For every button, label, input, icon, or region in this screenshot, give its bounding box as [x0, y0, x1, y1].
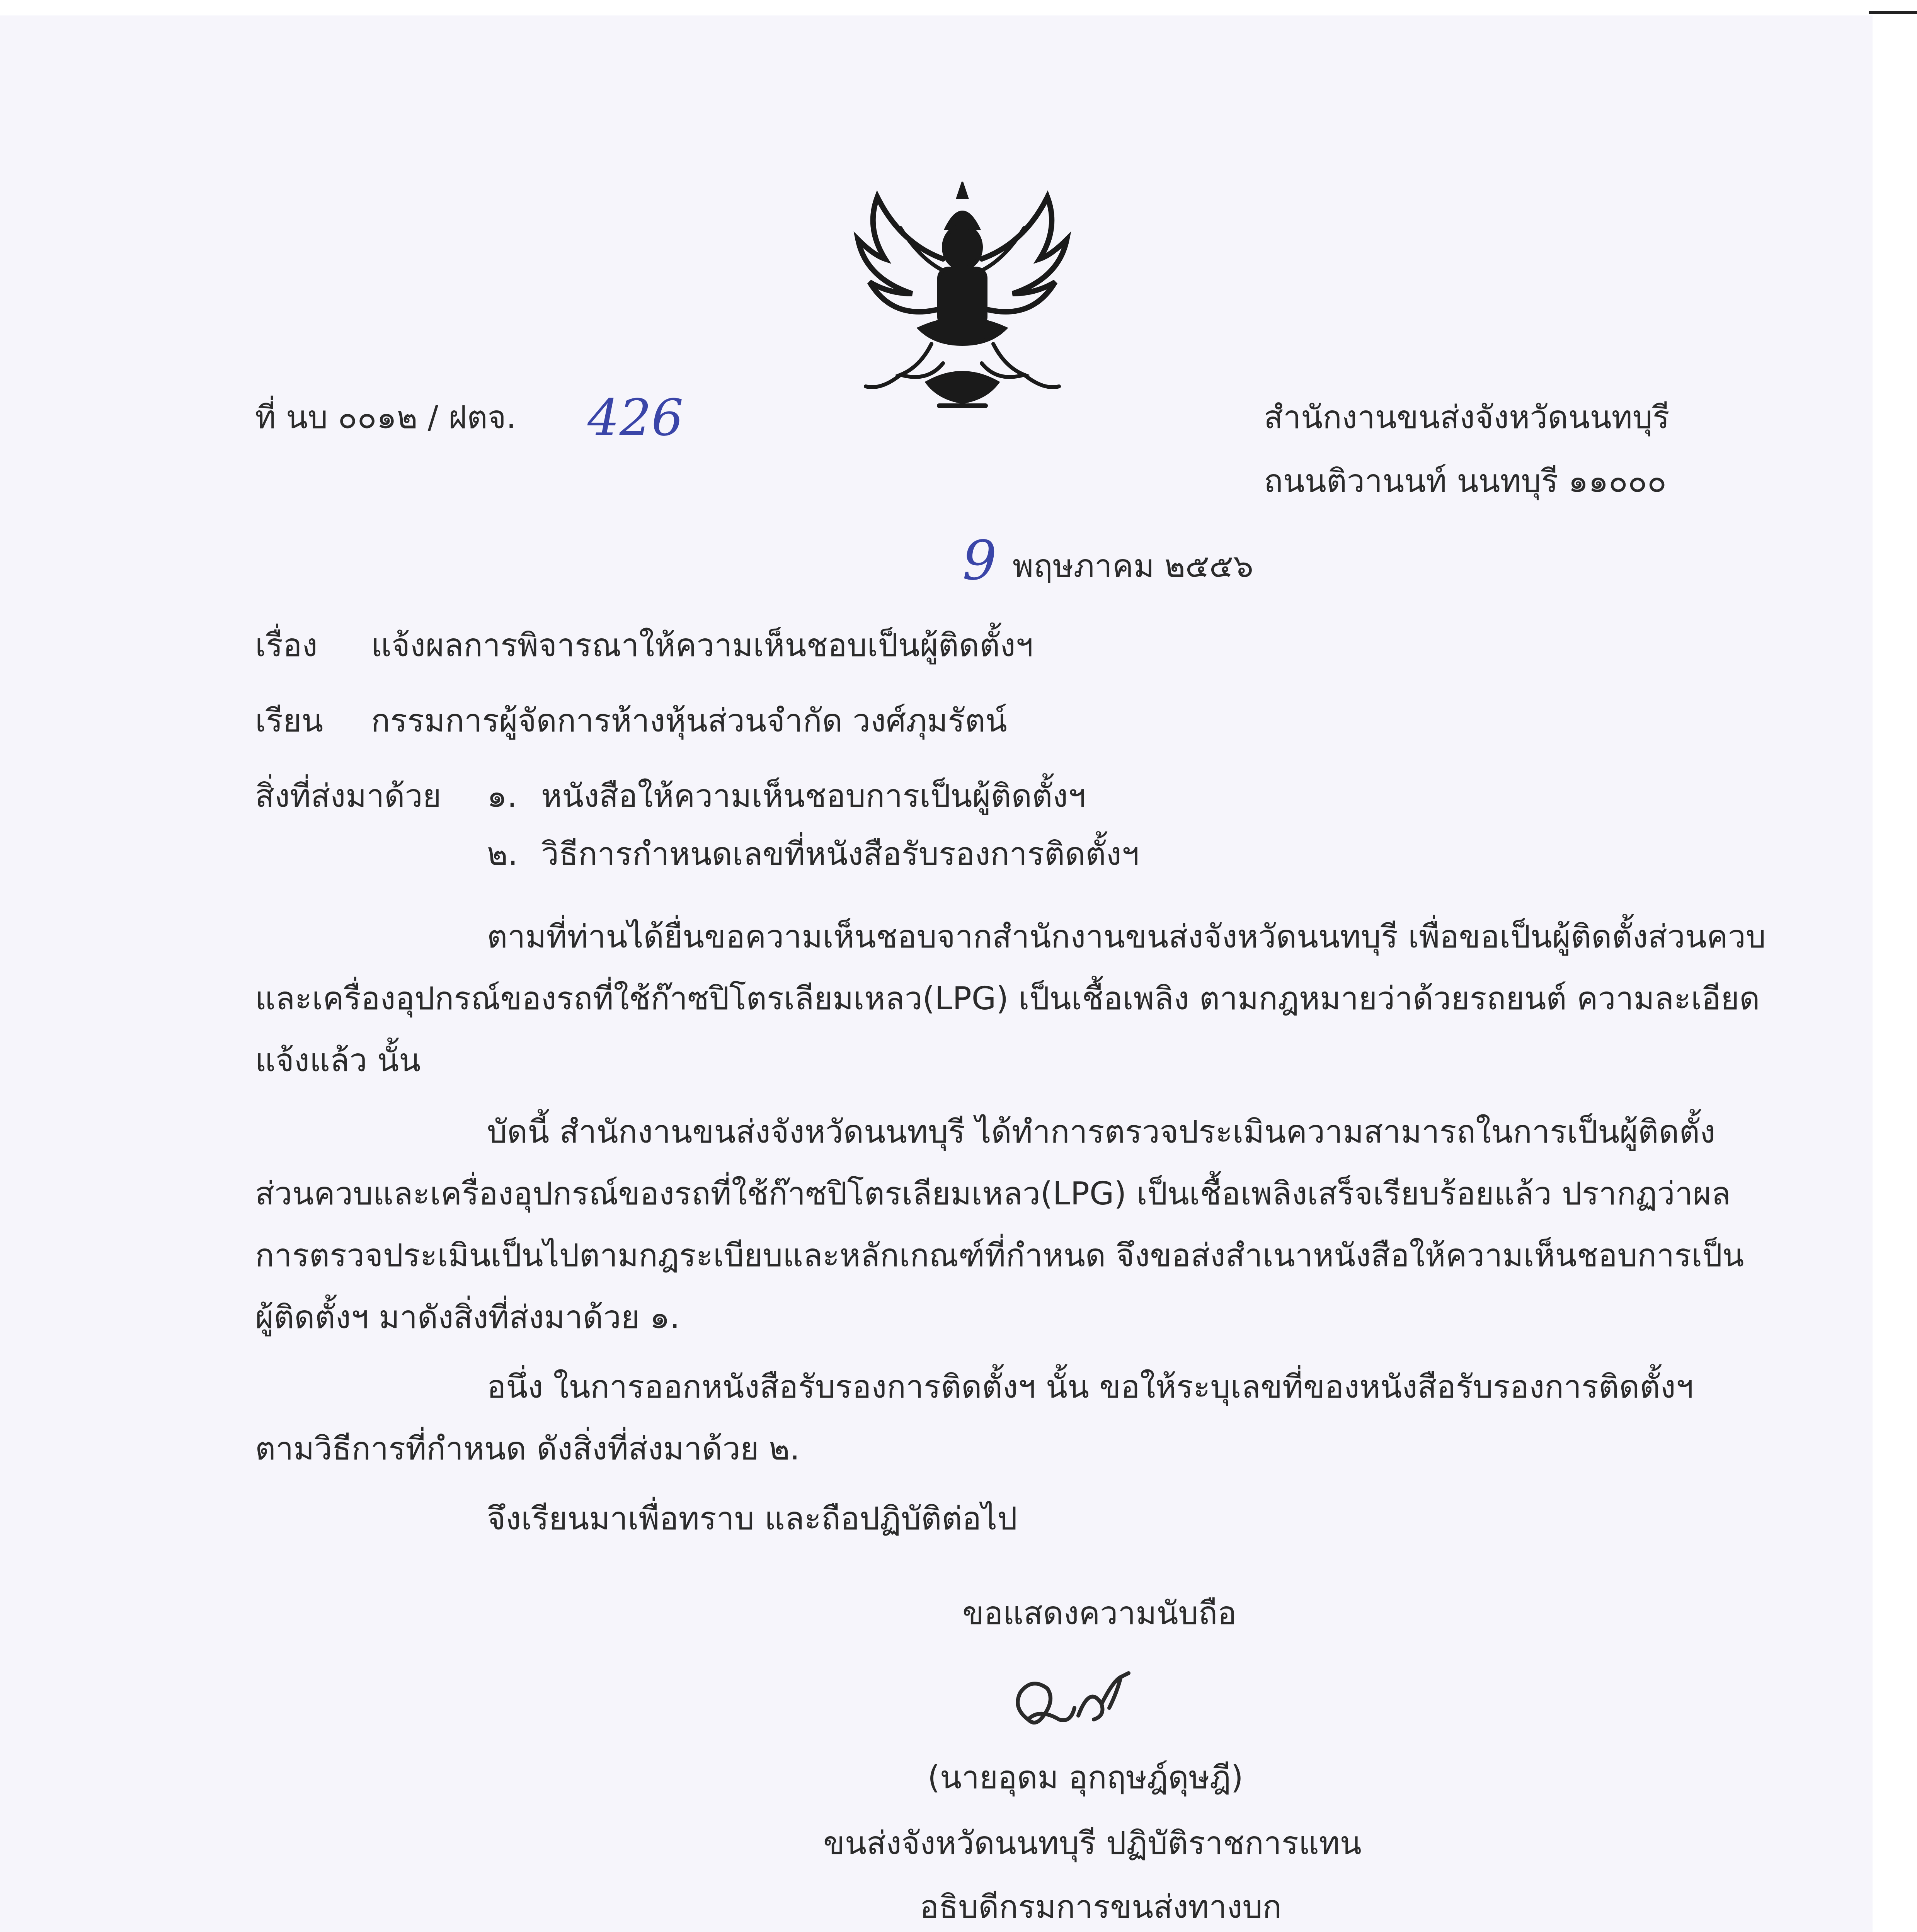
handwritten-date-day: 9 — [962, 529, 997, 592]
paragraph-line: และเครื่องอุปกรณ์ของรถที่ใช้ก๊าซปิโตรเลียมเหลว(LPG) เป็นเชื้อเพลิง ตามกฎหมายว่าด้วยรถยนต์ ความละเอียด — [255, 980, 1760, 1017]
signatory-title: ขนส่งจังหวัดนนทบุรี ปฏิบัติราชการแทน — [823, 1825, 1362, 1862]
body-paragraph-1 — [255, 906, 1766, 1092]
signatory-title: อธิบดีกรมการขนส่งทางบก — [920, 1889, 1282, 1925]
addressee-label: เรียน — [255, 702, 323, 739]
enclosure-number: ๑. — [487, 778, 518, 815]
paragraph-line: การตรวจประเมินเป็นไปตามกฎระเบียบและหลักเกณฑ์ที่กำหนด จึงขอส่งสำเนาหนังสือให้ความเห็นชอบการเป็น — [255, 1237, 1744, 1274]
paragraph-line: ผู้ติดตั้งฯ มาดังสิ่งที่ส่งมาด้วย ๑. — [255, 1299, 680, 1336]
paragraph-line: ตามวิธีการที่กำหนด ดังสิ่งที่ส่งมาด้วย ๒. — [255, 1430, 800, 1467]
subject-label: เรื่อง — [255, 627, 318, 664]
office-address: ถนนติวานนท์ นนทบุรี ๑๑๐๐๐ — [1264, 463, 1667, 500]
closing-line: จึงเรียนมาเพื่อทราบ และถือปฏิบัติต่อไป — [487, 1500, 1018, 1537]
office-name: สำนักงานขนส่งจังหวัดนนทบุรี — [1264, 399, 1670, 436]
handwritten-reference-number: 426 — [587, 388, 684, 447]
body-paragraph-2 — [255, 1101, 1744, 1349]
reference-number — [255, 399, 516, 436]
salutation: ขอแสดงความนับถือ — [962, 1595, 1237, 1632]
signatory-name: (นายอุดม อุกฤษฎ์ดุษฎี) — [928, 1759, 1243, 1796]
paragraph-line: บัดนี้ สำนักงานขนส่งจังหวัดนนทบุรี ได้ทำการตรวจประเมินความสามารถในการเป็นผู้ติดตั้ง — [487, 1114, 1715, 1150]
paragraph-line: ส่วนควบและเครื่องอุปกรณ์ของรถที่ใช้ก๊าซปิโตรเลียมเหลว(LPG) เป็นเชื้อเพลิงเสร็จเรียบร้อยแล้ว ปรากฏว่าผล — [255, 1175, 1731, 1212]
enclosures-label: สิ่งที่ส่งมาด้วย — [255, 778, 441, 815]
garuda-emblem-icon — [843, 182, 1082, 417]
enclosure-item: วิธีการกำหนดเลขที่หนังสือรับรองการติดตั้งฯ — [541, 836, 1139, 872]
paragraph-line: ตามที่ท่านได้ยื่นขอความเห็นชอบจากสำนักงานขนส่งจังหวัดนนทบุรี เพื่อขอเป็นผู้ติดตั้งส่วนควบ — [487, 918, 1766, 955]
letter-page — [0, 15, 1873, 1932]
reference-number-text: ที่ นบ ๐๐๑๒ / ฝตจ. — [255, 399, 516, 436]
paragraph-line: อนึ่ง ในการออกหนังสือรับรองการติดตั้งฯ นั้น ขอให้ระบุเลขที่ของหนังสือรับรองการติดตั้งฯ — [487, 1369, 1694, 1405]
addressee-text: กรรมการผู้จัดการห้างหุ้นส่วนจำกัด วงศ์ภุมรัตน์ — [371, 702, 1007, 739]
paragraph-line: แจ้งแล้ว นั้น — [255, 1042, 421, 1079]
handwritten-signature — [1005, 1662, 1144, 1739]
enclosure-item: หนังสือให้ความเห็นชอบการเป็นผู้ติดตั้งฯ — [541, 778, 1086, 815]
enclosure-number: ๒. — [487, 836, 518, 872]
body-paragraph-3 — [255, 1356, 1712, 1480]
scan-edge-mark — [1869, 11, 1917, 14]
subject-text: แจ้งผลการพิจารณาให้ความเห็นชอบเป็นผู้ติดตั้งฯ — [371, 627, 1033, 664]
letter-date: พฤษภาคม ๒๕๕๖ — [1013, 548, 1254, 585]
